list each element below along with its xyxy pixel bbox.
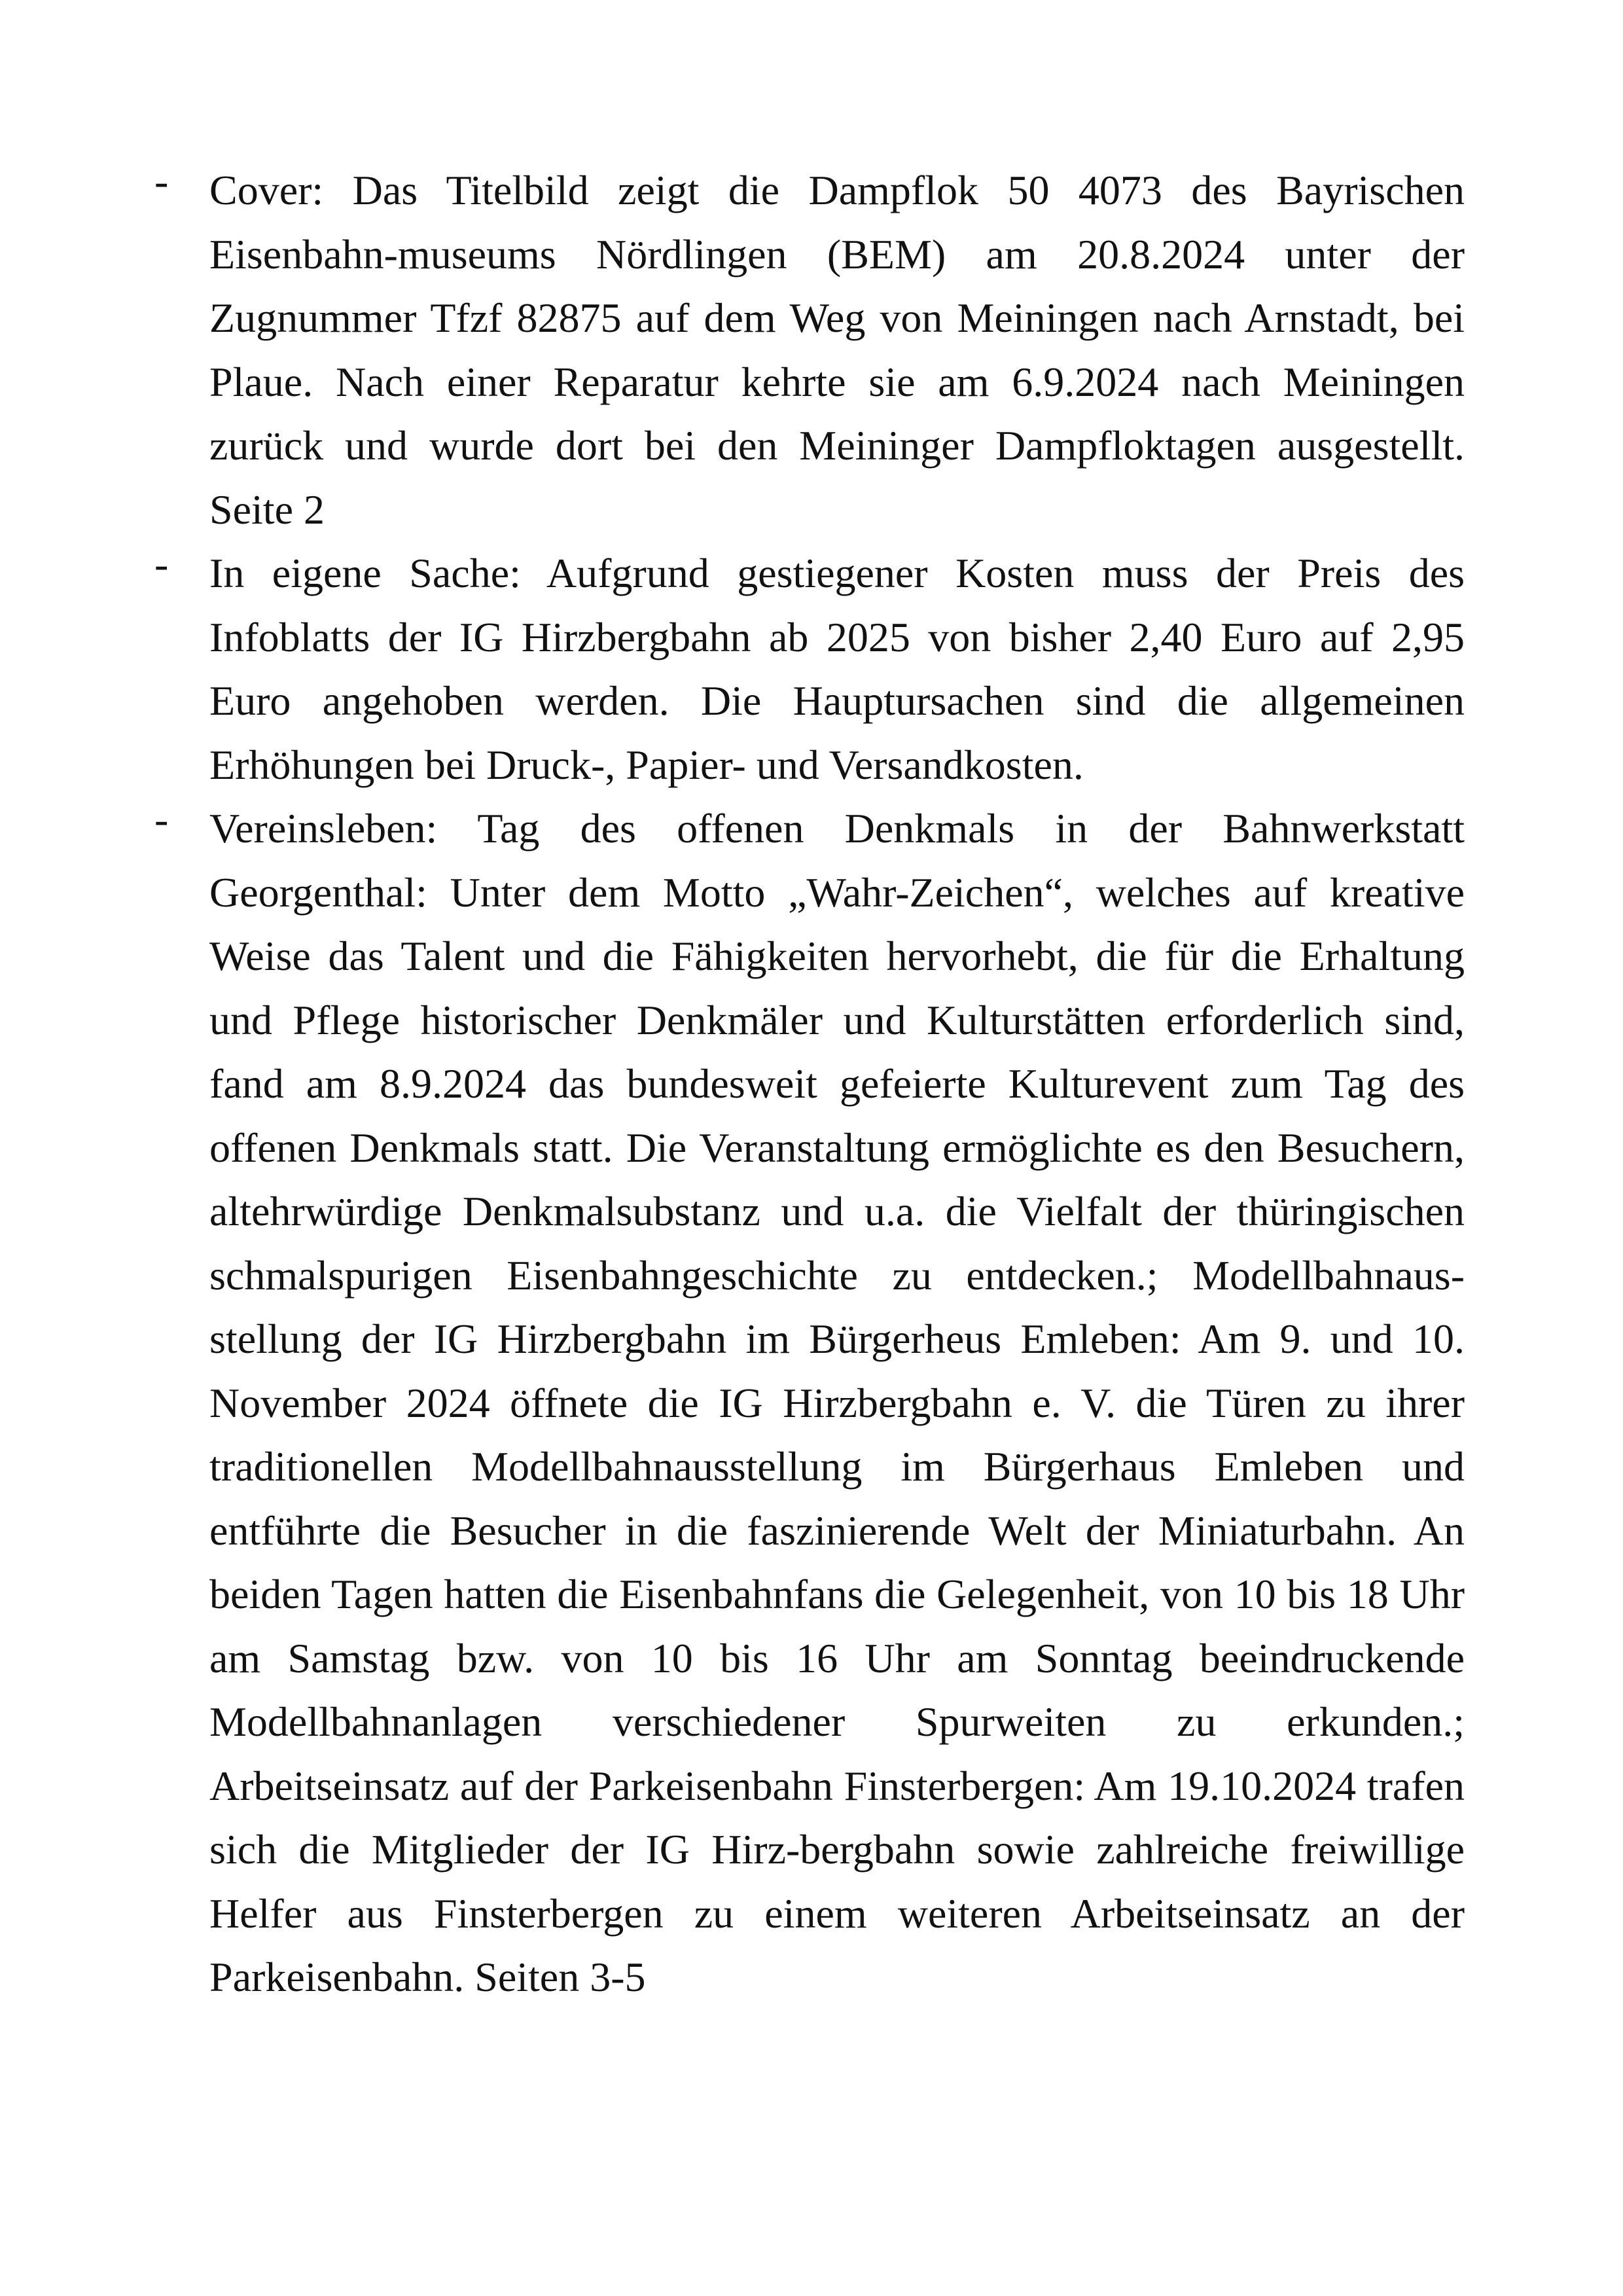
list-bullet: - [154, 796, 169, 842]
list-item-text: In eigene Sache: Aufgrund gestiegener Kosten muss der Preis des Infoblatts der IG Hirzbergbahn ab 2025 von bisher 2,40 Euro auf 2,95 Euro angehoben werden. Die Hauptursachen sind die allgemeinen Erhöhungen bei Druck-, Papier- und Versandkosten. [209, 550, 1465, 788]
list-item-vereinsleben [154, 797, 1465, 2009]
list-bullet: - [154, 158, 169, 204]
list-item-eigene-sache [154, 541, 1465, 797]
list-item-text: Cover: Das Titelbild zeigt die Dampflok 50 4073 des Bayrischen Eisenbahn-museums Nördlingen (BEM) am 20.8.2024 unter der Zugnummer Tfzf 82875 auf dem Weg von Meiningen nach Arnstadt, bei Plaue. Nach einer Reparatur kehrte sie am 6.9.2024 nach Meiningen zurück und wurde dort bei den Meininger Dampfloktagen ausgestellt. Seite 2 [209, 167, 1465, 533]
news-list [154, 158, 1465, 2009]
list-item-cover [154, 158, 1465, 541]
list-bullet: - [154, 541, 169, 587]
list-item-text: Vereinsleben: Tag des offenen Denkmals in der Bahnwerkstatt Georgenthal: Unter dem Motto „Wahr-Zeichen“, welches auf kreative Weise das Talent und die Fähigkeiten hervorhebt, die für die Erhaltung und Pflege historischer Denkmäler und Kulturstätten erforderlich sind, fand am 8.9.2024 das bundesweit gefeierte Kulturevent zum Tag des offenen Denkmals statt. Die Veranstaltung ermöglichte es den Besuchern, altehrwürdige Denkmalsubstanz und u.a. die Vielfalt der thüringischen schmalspurigen Eisenbahngeschichte zu entdecken.; Modellbahnausstellung der IG Hirzbergbahn im Bürgerheus Emleben: Am 9. und 10. November 2024 öffnete die IG Hirzbergbahn e. V. die Türen zu ihrer traditionellen Modellbahnausstellung im Bürgerhaus Emleben und entführte die Besucher in die faszinierende Welt der Miniaturbahn. An beiden Tagen hatten die Eisenbahnfans die Gelegenheit, von 10 bis 18 Uhr am Samstag bzw. von 10 bis 16 Uhr am Sonntag beeindruckende Modellbahnanlagen verschiedener Spurweiten zu erkunden.; Arbeitseinsatz auf der Parkeisenbahn Finsterbergen: Am 19.10.2024 trafen sich die Mitglieder der IG Hirz-bergbahn sowie zahlreiche freiwillige Helfer aus Finsterbergen zu einem weiteren Arbeitseinsatz an der Parkeisenbahn. Seiten 3-5 [209, 805, 1465, 2000]
